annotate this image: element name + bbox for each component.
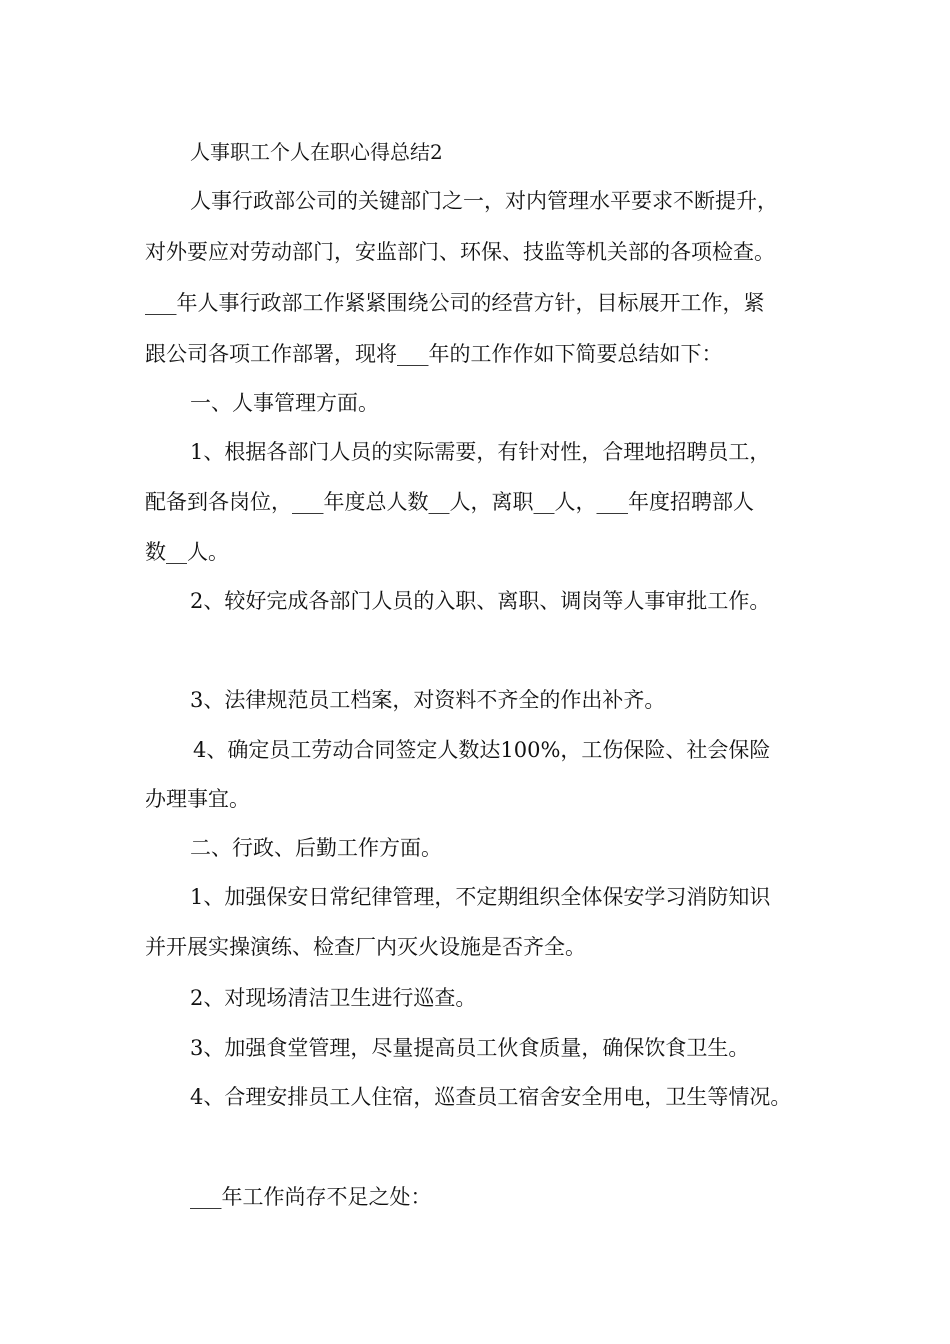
paragraph-line: 4、确定员工劳动合同签定人数达100%，工伤保险、社会保险 [193,738,771,762]
paragraph-line: 1、加强保安日常纪律管理，不定期组织全体保安学习消防知识 [190,885,771,909]
paragraph-line: 跟公司各项工作部署，现将___年的工作作如下简要总结如下： [145,342,723,366]
paragraph-line: 对外要应对劳动部门，安监部门、环保、技监等机关部的各项检查。 [145,240,775,264]
section-heading: 一、人事管理方面。 [190,391,379,415]
paragraph-line: 2、较好完成各部门人员的入职、离职、调岗等人事审批工作。 [190,589,771,613]
document-title: 人事职工个人在职心得总结2 [190,140,443,164]
paragraph-line: 3、加强食堂管理，尽量提高员工伙食质量，确保饮食卫生。 [190,1036,750,1060]
paragraph-line: ___年人事行政部工作紧紧围绕公司的经营方针，目标展开工作，紧 [145,291,765,315]
paragraph-line: ___年工作尚存不足之处： [190,1185,432,1209]
paragraph-line: 办理事宜。 [145,787,250,811]
paragraph-line: 1、根据各部门人员的实际需要，有针对性，合理地招聘员工， [190,440,771,464]
paragraph-line: 人事行政部公司的关键部门之一，对内管理水平要求不断提升， [190,189,778,213]
paragraph-line: 2、对现场清洁卫生进行巡查。 [190,986,477,1010]
paragraph-line: 3、法律规范员工档案，对资料不齐全的作出补齐。 [190,688,666,712]
paragraph-line: 配备到各岗位，___年度总人数__人，离职__人，___年度招聘部人 [145,490,754,514]
paragraph-line: 数__人。 [145,540,229,564]
paragraph-line: 并开展实操演练、检查厂内灭火设施是否齐全。 [145,935,586,959]
section-heading: 二、行政、后勤工作方面。 [190,836,442,860]
paragraph-line: 4、合理安排员工人住宿，巡查员工宿舍安全用电，卫生等情况。 [190,1085,792,1109]
